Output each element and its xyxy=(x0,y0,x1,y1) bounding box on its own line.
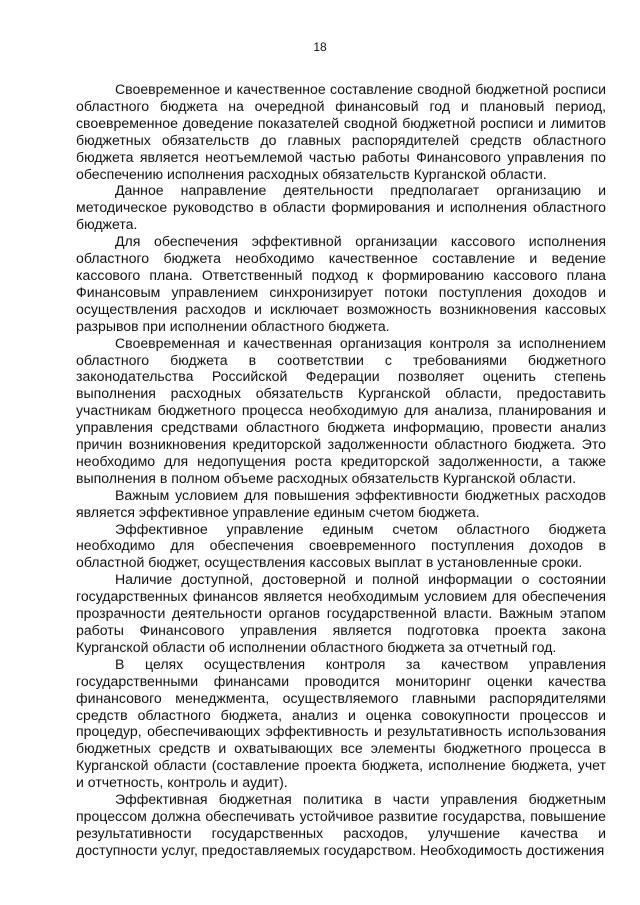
paragraph: Данное направление деятельности предполагает организацию и методическое руководство в области формирования и исполнения областного бюджета. xyxy=(76,182,606,233)
paragraph: Своевременная и качественная организация контроля за исполнением областного бюджета в соответствии с требованиями бюджетного законодательства Российской Федерации позволяет оценить степень выполнения расходных обязательств Курганской области, предоставить участникам бюджетного процесса необходимую для анализа, планирования и управления средствами областного бюджета информацию, провести анализ причин возникновения кредиторской задолженности областного бюджета. Это необходимо для недопущения роста кредиторской задолженности, а также выполнения в полном объеме расходных обязательств Курганской области. xyxy=(76,334,606,486)
page-number: 18 xyxy=(313,40,327,54)
paragraph: Для обеспечения эффективной организации кассового исполнения областного бюджета необходимо качественное составление и ведение кассового плана. Ответственный подход к формированию кассового плана Финансовым управлением синхронизирует потоки поступления доходов и осуществления расходов и исключает возможность возникновения кассовых разрывов при исполнении областного бюджета. xyxy=(76,233,606,334)
paragraph: Важным условием для повышения эффективности бюджетных расходов является эффективное управление единым счетом бюджета. xyxy=(76,486,606,520)
paragraph: Эффективная бюджетная политика в части управления бюджетным процессом должна обеспечивать устойчивое развитие государства, повышение результативности государственных расходов, улучшение качества и доступности услуг, предоставляемых государством. Необходимость достижения xyxy=(76,791,606,858)
paragraph: Своевременное и качественное составление сводной бюджетной росписи областного бюджета на очередной финансовый год и плановый период, своевременное доведение показателей сводной бюджетной росписи и лимитов бюджетных обязательств до главных распорядителей средств областного бюджета является неотъемлемой частью работы Финансового управления по обеспечению исполнения расходных обязательств Курганской области. xyxy=(76,81,606,182)
paragraph: Наличие доступной, достоверной и полной информации о состоянии государственных финансов является необходимым условием для обеспечения прозрачности деятельности органов государственной власти. Важным этапом работы Финансового управления является подготовка проекта закона Курганской области об исполнении областного бюджета за отчетный год. xyxy=(76,571,606,655)
paragraph: В целях осуществления контроля за качеством управления государственными финансами проводится мониторинг оценки качества финансового менеджмента, осуществляемого главными распорядителями средств областного бюджета, анализ и оценка совокупности процессов и процедур, обеспечивающих эффективность и результативность использования бюджетных средств и охватывающих все элементы бюджетного процесса в Курганской области (составление проекта бюджета, исполнение бюджета, учет и отчетность, контроль и аудит). xyxy=(76,655,606,791)
paragraph: Эффективное управление единым счетом областного бюджета необходимо для обеспечения своевременного поступления доходов в областной бюджет, осуществления кассовых выплат в установленные сроки. xyxy=(76,520,606,571)
body-text xyxy=(76,81,606,859)
